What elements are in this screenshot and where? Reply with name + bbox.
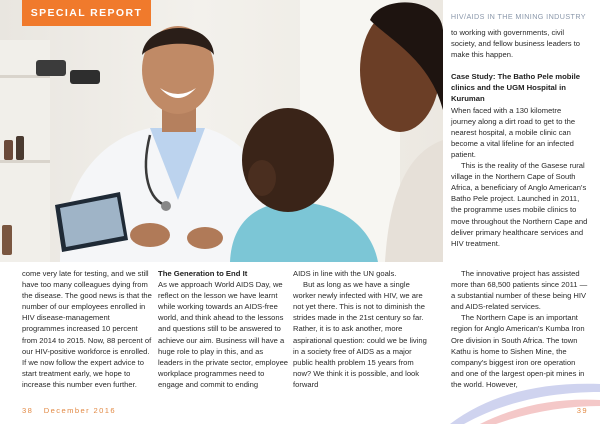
column-4-para-2: The Northern Cape is an important region for Anglo American's Kumba Iron Ore division in South Africa. The town Kathu is home to Sishen Mine, the company's biggest iron ore operation and one of the largest open-pit mines in the world. However, bbox=[451, 313, 585, 389]
intro-text: to working with governments, civil society, and fellow business leaders to make this happen. bbox=[451, 28, 581, 60]
running-head: HIV/AIDS IN THE MINING INDUSTRY bbox=[450, 12, 586, 21]
case-study-para-2: This is the reality of the Gasese rural village in the Northern Cape of South Africa, a beneficiary of Anglo American's Batho Pele project. Launched in 2011, the programme uses mobile clinics to move throughout the Northern Cape and deliver primary healthcare services and HIV treatment. bbox=[451, 161, 588, 248]
right-column-top bbox=[451, 27, 588, 249]
case-study-heading: Case Study: The Batho Pele mobile clinics and the UGM Hospital in Kuruman bbox=[451, 72, 581, 104]
hero-photo bbox=[0, 0, 443, 262]
column-3 bbox=[293, 268, 431, 390]
doctor-child-photo-illustration bbox=[0, 0, 443, 262]
column-1 bbox=[22, 268, 152, 390]
generation-heading: The Generation to End It bbox=[158, 269, 248, 278]
decorative-swoosh-graphic bbox=[450, 364, 600, 424]
page-number-left: 38 bbox=[22, 406, 34, 415]
column-2-text: As we approach World AIDS Day, we reflect on the lesson we have learnt while working towards an AIDS-free world, and think ahead to the lessons and questions still to be answered to achieve our aim. Business will have a huge role to play in this, and as leaders in the private sector, employee workplace programmes need to engage and commit to ending bbox=[158, 280, 289, 389]
column-1-text: come very late for testing, and we still have too many colleagues dying from the disease. The good news is that the number of our employees enrolled in HIV disease-management programmes increased 10 percent from 2014 to 2015. Now, 88 percent of our HIV-positive workforce is enrolled. If we now follow the expert advice to start treatment early, we hope to increase this number even further. bbox=[22, 269, 152, 389]
column-3-text-2: But as long as we have a single worker newly infected with HIV, we are not yet there. This is not to diminish the strides made in the 21st century so far. Rather, it is to ask another, more aspirational question: could we be living in a society free of AIDS as a major public health problem 15 years from now? We think it is possible, and look forward bbox=[293, 280, 427, 389]
column-2 bbox=[158, 268, 288, 390]
banner-label: SPECIAL REPORT bbox=[30, 7, 143, 19]
column-3-text-1: AIDS in line with the UN goals. bbox=[293, 269, 397, 278]
footer-left bbox=[22, 406, 116, 415]
special-report-banner bbox=[22, 0, 151, 26]
page-number-right: 39 bbox=[576, 406, 588, 415]
column-4-para-1: The innovative project has assisted more than 68,500 patients since 2011 — a substantial number of these being HIV and AIDS-related services. bbox=[451, 269, 588, 312]
case-study-para-1: When faced with a 130 kilometre journey along a dirt road to get to the nearest hospital, a mobile clinic can become a vital lifeline for an infected patient. bbox=[451, 105, 576, 159]
issue-date: December 2016 bbox=[43, 406, 117, 415]
